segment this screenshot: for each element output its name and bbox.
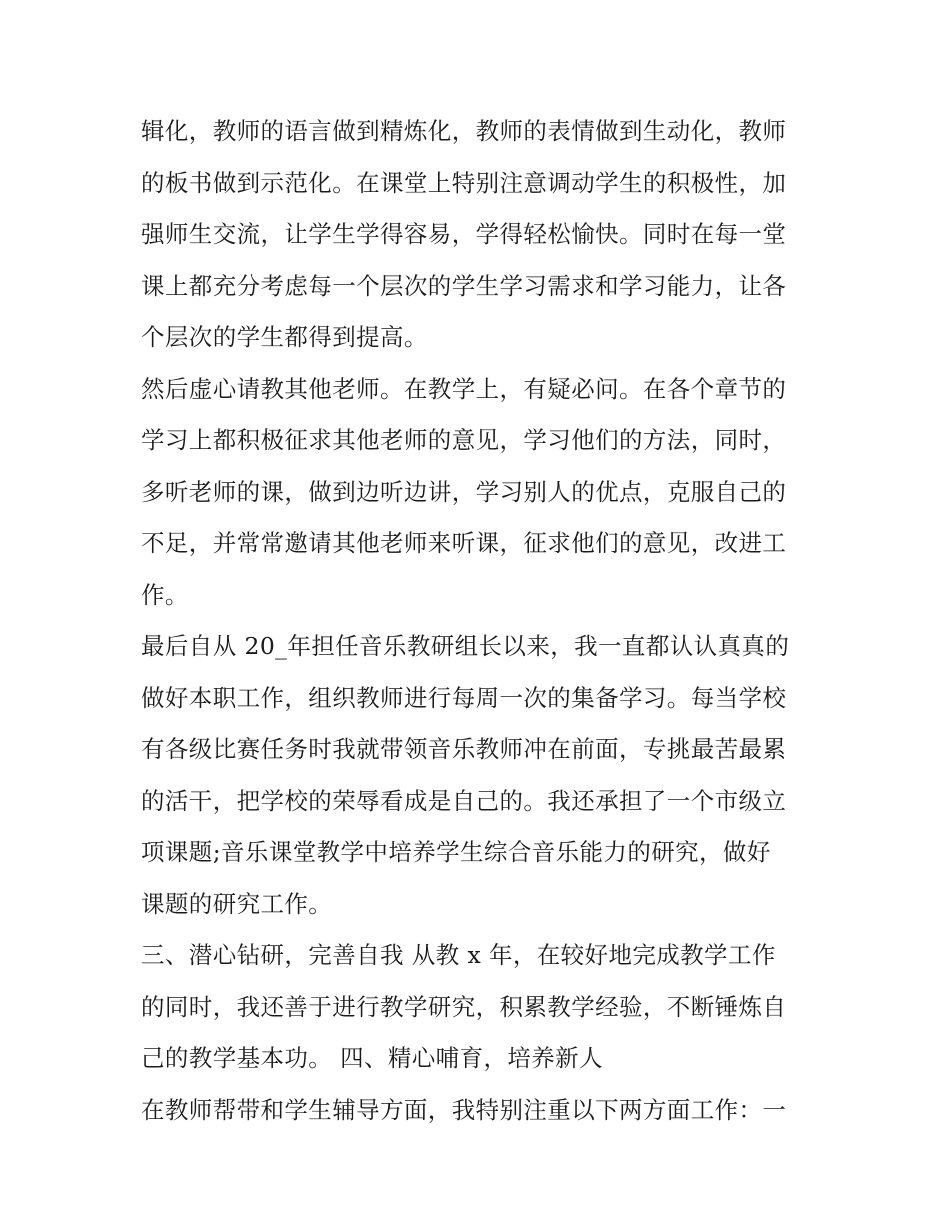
text-line: 多听老师的课，做到边听边讲，学习别人的优点，克服自己的	[141, 477, 787, 506]
text-line: 辑化，教师的语言做到精炼化，教师的表情做到生动化，教师	[141, 117, 787, 145]
text-line: 己的教学基本功。 四、精心哺育，培养新人	[141, 1044, 603, 1072]
text-line: 作。	[141, 580, 189, 609]
text-line: 个层次的学生都得到提高。	[141, 323, 428, 351]
text-line: 然后虚心请教其他老师。在教学上，有疑必问。在各个章节的	[141, 374, 787, 403]
text-line: 有各级比赛任务时我就带领音乐教师冲在前面，专挑最苦最累	[141, 735, 787, 763]
text-line: 课上都充分考虑每一个层次的学生学习需求和学习能力，让各	[141, 271, 787, 300]
text-line: 课题的研究工作。	[141, 889, 333, 918]
text-line: 的活干，把学校的荣辱看成是自己的。我还承担了一个市级立	[141, 786, 787, 815]
text-line: 项课题;音乐课堂教学中培养学生综合音乐能力的研究，做好	[141, 838, 771, 866]
body-text	[141, 106, 821, 1136]
text-line: 做好本职工作，组织教师进行每周一次的集备学习。每当学校	[141, 683, 787, 712]
text-line: 强师生交流，让学生学得容易，学得轻松愉快。同时在每一堂	[141, 220, 787, 248]
text-line: 的板书做到示范化。在课堂上特别注意调动学生的积极性，加	[141, 168, 787, 197]
text-line: 在教师帮带和学生辅导方面，我特别注重以下两方面工作：一	[141, 1095, 787, 1124]
text-line: 不足，并常常邀请其他老师来听课，征求他们的意见，改进工	[141, 529, 787, 557]
text-line: 的同时，我还善于进行教学研究，积累教学经验，不断锤炼自	[141, 992, 787, 1021]
text-line: 三、潜心钻研，完善自我 从教 x 年，在较好地完成教学工作	[141, 941, 776, 969]
text-line: 学习上都积极征求其他老师的意见，学习他们的方法，同时，	[141, 426, 787, 454]
text-line: 最后自从 20_年担任音乐教研组长以来，我一直都认认真真的	[141, 632, 790, 660]
